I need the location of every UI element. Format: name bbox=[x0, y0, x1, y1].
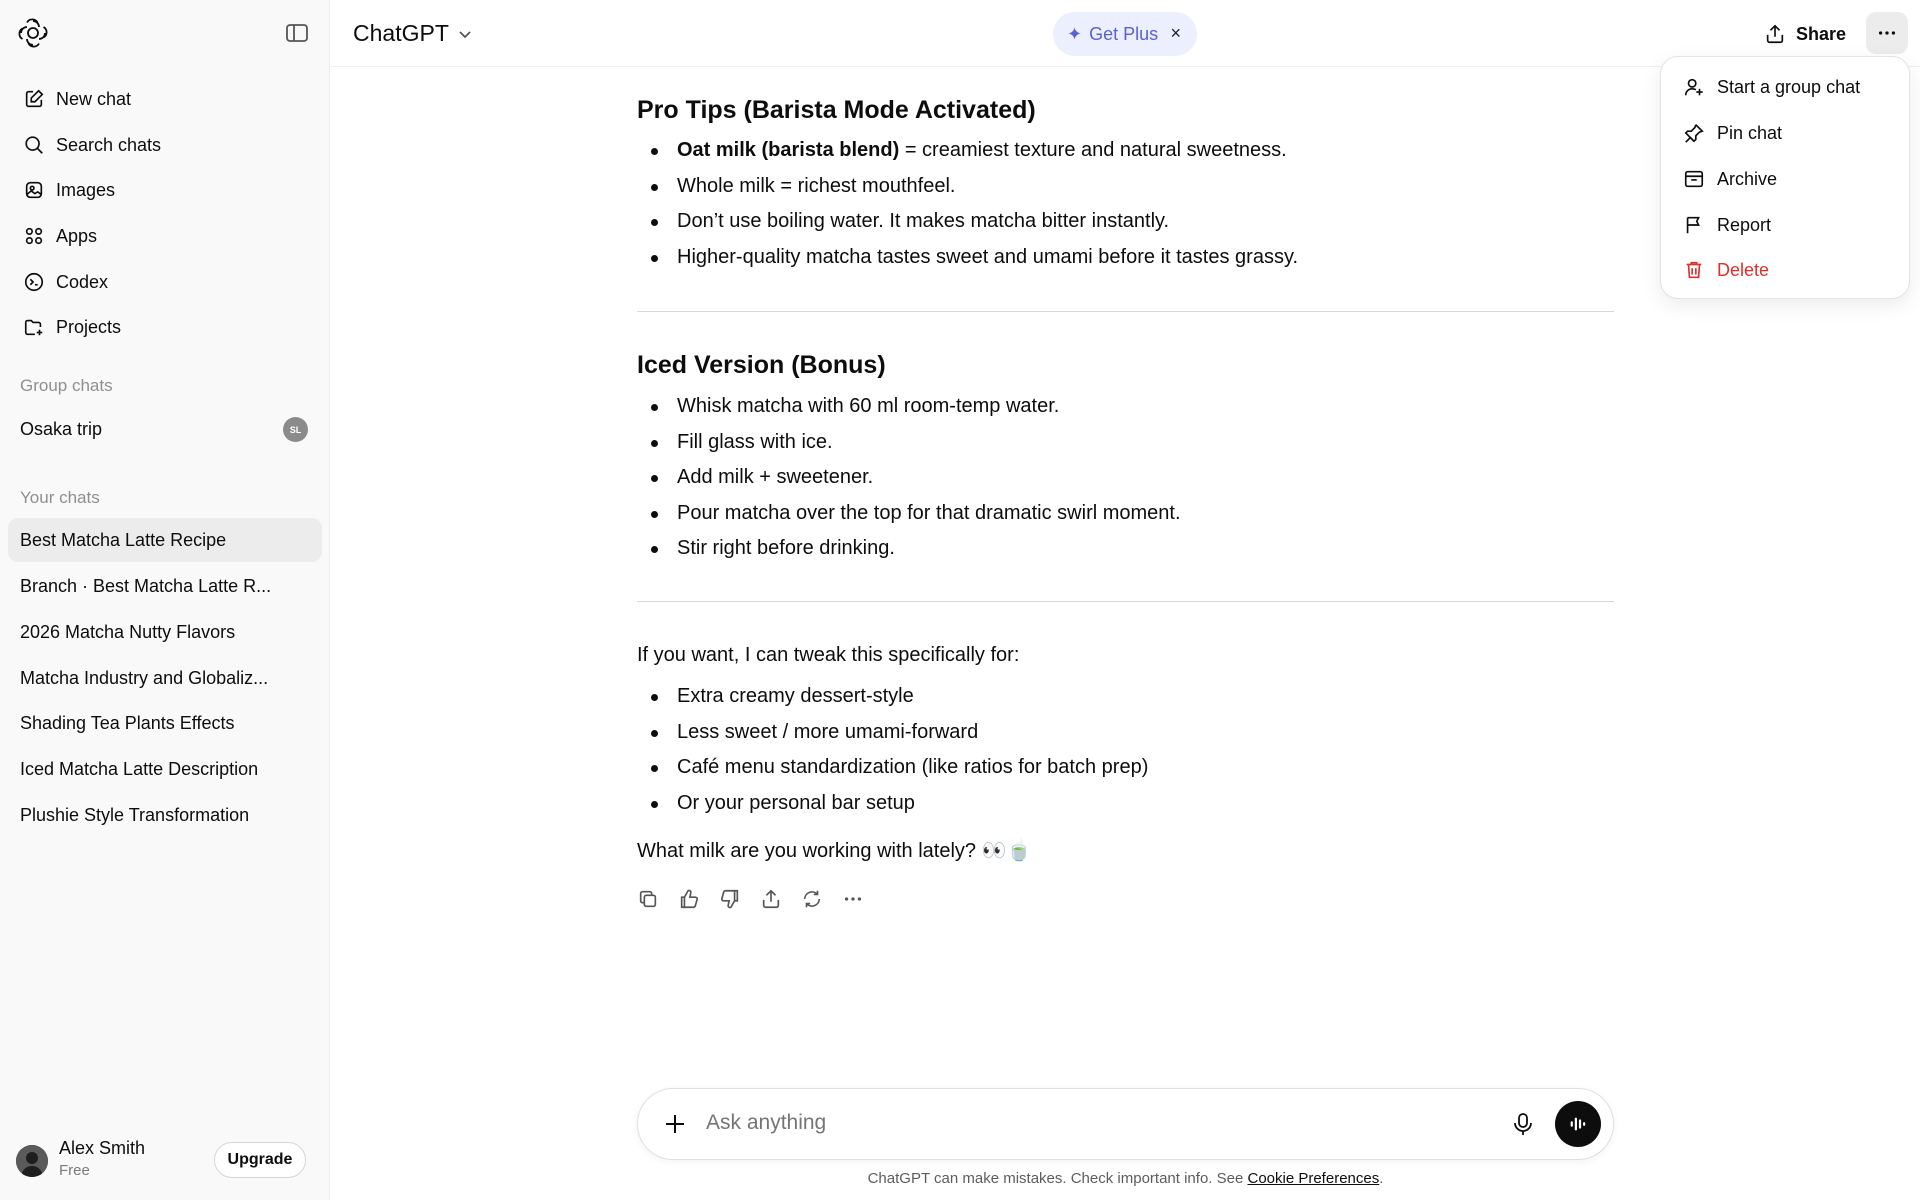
user-name: Alex Smith bbox=[59, 1138, 146, 1158]
sidebar-item-label: New chat bbox=[56, 88, 132, 109]
chevron-down-icon bbox=[457, 26, 473, 42]
cookie-preferences-link[interactable]: Cookie Preferences bbox=[1247, 1170, 1380, 1187]
options-list bbox=[677, 679, 1148, 821]
sidebar-item-codex[interactable] bbox=[8, 262, 322, 302]
chat-options-menu bbox=[1660, 56, 1910, 299]
dictate-button[interactable] bbox=[1510, 1111, 1536, 1137]
projects-icon bbox=[22, 315, 46, 339]
search-icon bbox=[22, 133, 46, 157]
sidebar-item-label: Codex bbox=[56, 271, 109, 292]
more-actions-button[interactable] bbox=[842, 887, 883, 911]
menu-item-start-group-chat[interactable] bbox=[1669, 67, 1903, 107]
ellipsis-icon bbox=[1876, 22, 1898, 44]
list-item: Whisk matcha with 60 ml room-temp water. bbox=[677, 389, 1181, 425]
ellipsis-icon bbox=[842, 888, 864, 910]
flag-icon bbox=[1683, 214, 1705, 236]
list-item: Café menu standardization (like ratios for batch prep) bbox=[677, 750, 1148, 786]
get-plus-label: Get Plus bbox=[1089, 23, 1159, 44]
microphone-icon bbox=[1510, 1111, 1536, 1137]
divider bbox=[637, 601, 1614, 602]
list-item: Whole milk = richest mouthfeel. bbox=[677, 169, 1298, 205]
plus-icon bbox=[662, 1111, 688, 1137]
list-item: Don’t use boiling water. It makes matcha bitter instantly. bbox=[677, 204, 1298, 240]
prompt-input[interactable] bbox=[706, 1111, 1446, 1135]
section-heading: Pro Tips (Barista Mode Activated) bbox=[637, 96, 1036, 124]
chat-item[interactable]: Plushie Style Transformation bbox=[20, 804, 250, 825]
model-selector[interactable] bbox=[353, 20, 473, 47]
group-chat-item[interactable] bbox=[8, 407, 322, 451]
menu-item-label: Pin chat bbox=[1717, 122, 1783, 143]
sparkle-icon: ✦ bbox=[1067, 23, 1083, 44]
chat-item[interactable]: Matcha Industry and Globaliz... bbox=[20, 667, 269, 688]
sidebar bbox=[0, 0, 330, 1200]
divider bbox=[637, 311, 1614, 312]
waveform-icon bbox=[1567, 1113, 1589, 1135]
menu-item-label: Report bbox=[1717, 214, 1772, 235]
get-plus-button[interactable] bbox=[1053, 12, 1197, 56]
list-item bbox=[677, 133, 1298, 169]
codex-icon bbox=[22, 270, 46, 294]
user-plan: Free bbox=[59, 1162, 90, 1179]
regenerate-button[interactable] bbox=[801, 887, 842, 911]
voice-mode-button[interactable] bbox=[1555, 1101, 1601, 1147]
sidebar-item-projects[interactable] bbox=[8, 307, 322, 347]
share-icon bbox=[1764, 23, 1786, 45]
chat-item[interactable]: 2026 Matcha Nutty Flavors bbox=[20, 621, 236, 642]
sidebar-item-apps[interactable] bbox=[8, 216, 322, 256]
sidebar-item-search-chats[interactable] bbox=[8, 125, 322, 165]
thumbs-down-button[interactable] bbox=[719, 887, 760, 911]
sidebar-item-label: Apps bbox=[56, 225, 98, 246]
list-item: Pour matcha over the top for that dramatic swirl moment. bbox=[677, 496, 1181, 532]
chat-item[interactable]: Shading Tea Plants Effects bbox=[20, 712, 235, 733]
apps-icon bbox=[22, 224, 46, 248]
message-composer bbox=[637, 1088, 1614, 1160]
message-actions bbox=[637, 887, 883, 911]
bold-text: Oat milk (barista blend) bbox=[677, 139, 900, 161]
trash-icon bbox=[1683, 259, 1705, 281]
pro-tips-list bbox=[677, 133, 1298, 275]
thumbs-down-icon bbox=[719, 888, 741, 910]
openai-logo-icon[interactable] bbox=[18, 18, 48, 48]
list-item: Extra creamy dessert-style bbox=[677, 679, 1148, 715]
chat-item[interactable]: Iced Matcha Latte Description bbox=[20, 758, 259, 779]
add-person-icon bbox=[1683, 76, 1705, 98]
pin-icon bbox=[1683, 122, 1705, 144]
more-options-button[interactable] bbox=[1866, 12, 1908, 54]
disclaimer bbox=[0, 1170, 1920, 1187]
copy-button[interactable] bbox=[637, 887, 678, 911]
share-message-button[interactable] bbox=[760, 887, 801, 911]
thumbs-up-button[interactable] bbox=[678, 887, 719, 911]
sidebar-toggle-icon[interactable] bbox=[284, 20, 310, 46]
disclaimer-end: . bbox=[1379, 1170, 1384, 1187]
member-avatar-badge: SL bbox=[283, 417, 308, 442]
copy-icon bbox=[637, 888, 659, 910]
list-item: Higher-quality matcha tastes sweet and umami before it tastes grassy. bbox=[677, 240, 1298, 276]
chat-item-active[interactable]: Best Matcha Latte Recipe bbox=[8, 518, 322, 562]
archive-icon bbox=[1683, 168, 1705, 190]
menu-item-archive[interactable] bbox=[1669, 159, 1903, 199]
sidebar-item-label: Images bbox=[56, 179, 116, 200]
disclaimer-text: ChatGPT can make mistakes. Check important info. See bbox=[867, 1170, 1248, 1187]
refresh-icon bbox=[801, 888, 823, 910]
menu-item-delete[interactable] bbox=[1669, 250, 1903, 290]
share-button[interactable] bbox=[1764, 16, 1846, 52]
menu-item-label: Delete bbox=[1717, 259, 1770, 280]
edit-icon bbox=[22, 87, 46, 111]
sidebar-item-new-chat[interactable] bbox=[8, 79, 322, 119]
add-attachment-button[interactable] bbox=[662, 1111, 688, 1137]
list-item: Add milk + sweetener. bbox=[677, 460, 1181, 496]
group-chats-heading: Group chats bbox=[20, 376, 113, 395]
list-item: Or your personal bar setup bbox=[677, 786, 1148, 822]
sidebar-item-label: Projects bbox=[56, 316, 122, 337]
upgrade-button[interactable]: Upgrade bbox=[214, 1142, 306, 1178]
model-name: ChatGPT bbox=[353, 20, 449, 46]
menu-item-pin-chat[interactable] bbox=[1669, 113, 1903, 153]
list-item: Stir right before drinking. bbox=[677, 531, 1181, 567]
close-icon[interactable]: × bbox=[1170, 23, 1181, 43]
menu-item-report[interactable] bbox=[1669, 205, 1903, 245]
your-chats-heading: Your chats bbox=[20, 488, 100, 507]
thumbs-up-icon bbox=[678, 888, 700, 910]
list-item: Less sweet / more umami-forward bbox=[677, 715, 1148, 751]
chat-item[interactable]: Branch · Best Matcha Latte R... bbox=[20, 575, 272, 596]
closing-text: What milk are you working with lately? 👀🍵 bbox=[637, 840, 1032, 862]
iced-version-list bbox=[677, 389, 1181, 567]
item-text: = creamiest texture and natural sweetness. bbox=[899, 139, 1287, 161]
sidebar-item-images[interactable] bbox=[8, 170, 322, 210]
intro-text: If you want, I can tweak this specifically for: bbox=[637, 644, 1020, 666]
list-item: Fill glass with ice. bbox=[677, 425, 1181, 461]
images-icon bbox=[22, 178, 46, 202]
menu-item-label: Archive bbox=[1717, 168, 1778, 189]
share-icon bbox=[760, 888, 782, 910]
sidebar-item-label: Search chats bbox=[56, 134, 162, 155]
menu-item-label: Start a group chat bbox=[1717, 76, 1861, 97]
group-chat-label: Osaka trip bbox=[20, 418, 103, 439]
section-heading: Iced Version (Bonus) bbox=[637, 351, 886, 379]
share-label: Share bbox=[1796, 23, 1847, 44]
